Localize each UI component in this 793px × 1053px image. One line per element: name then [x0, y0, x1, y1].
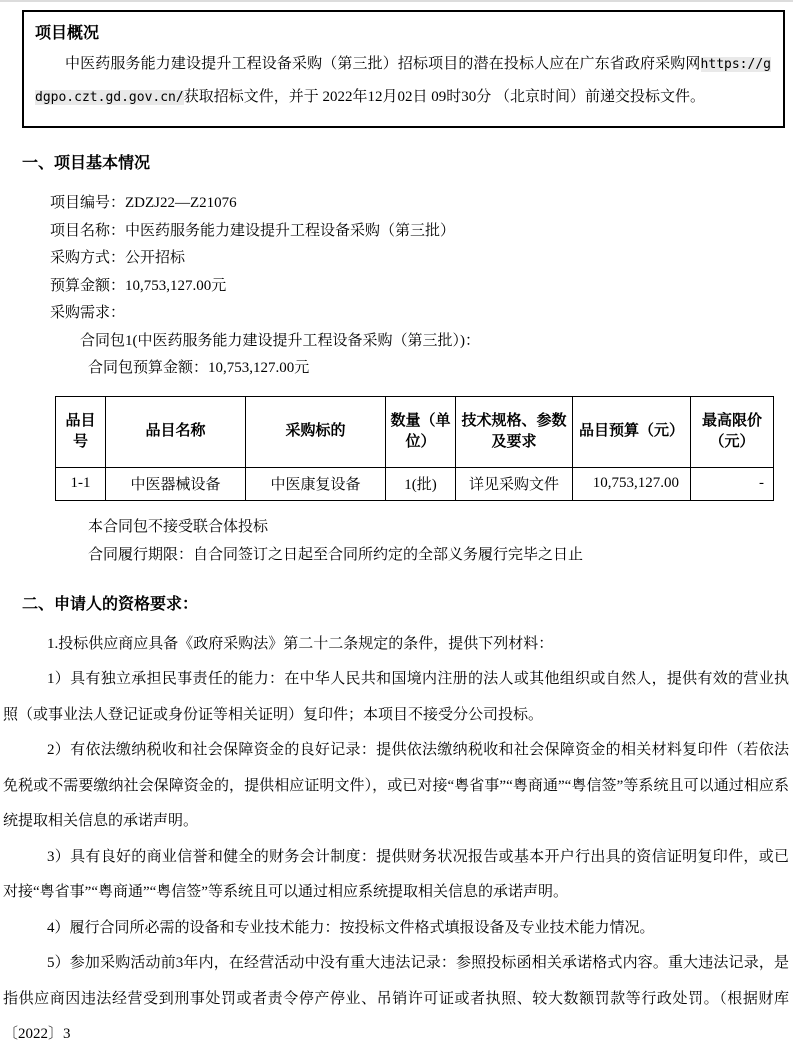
requirement-2: 2）有依法缴纳税收和社会保障资金的良好记录：提供依法缴纳税收和社会保障资金的相关材料复印件（若依法免税或不需要缴纳社会保障资金的，提供相应证明文件），或已对接“粤省事”“粤商通”“粤信签”等系统且可以通过相应系统提取相关信息的承诺声明。 [3, 742, 789, 829]
table-header-row [56, 396, 774, 467]
requirement-5: 5）参加采购活动前3年内，在经营活动中没有重大违法记录：参照投标函相关承诺格式内容。重大违法记录，是指供应商因违法经营受到刑事处罚或者责令停产停业、吊销许可证或者执照、较大数额罚款等行政处罚。（根据财库〔2022〕3 [3, 955, 789, 1042]
header-tech-specs: 技术规格、参数及要求 [456, 396, 573, 467]
requirement-3: 3）具有良好的商业信誉和健全的财务会计制度：提供财务状况报告或基本开户行出具的资信证明复印件，或已对接“粤省事”“粤商通”“粤信签”等系统且可以通过相应系统提取相关信息的承诺声明。 [3, 848, 789, 900]
section-1-heading: 一、项目基本情况 [22, 155, 151, 172]
project-overview-box [22, 10, 785, 128]
page-top-divider [0, 0, 793, 2]
cell-subject-matter: 中医康复设备 [246, 467, 386, 500]
cell-item-number: 1-1 [56, 467, 106, 500]
project-basic-info [0, 190, 793, 383]
contract-package-line: 合同包1(中医药服务能力建设提升工程设备采购（第三批）)： [80, 332, 480, 349]
cell-quantity-unit: 1(批) [386, 467, 456, 500]
procurement-demand-label: 采购需求： [50, 305, 126, 321]
budget-amount-line: 预算金额：10,753,127.00元 [50, 277, 227, 294]
contract-period-line: 合同履行期限：自合同签订之日起至合同所约定的全部义务履行完毕之日止 [88, 546, 584, 563]
procurement-website-url: https://gdgpo.czt.gd.gov.cn/ [35, 57, 771, 105]
overview-title: 项目概况 [35, 25, 100, 42]
cell-price-ceiling: - [691, 467, 774, 500]
table-row [56, 467, 774, 500]
cell-item-budget: 10,753,127.00 [573, 467, 691, 500]
header-item-number: 品目号 [56, 396, 106, 467]
procurement-method-line: 采购方式：公开招标 [50, 250, 186, 266]
requirement-intro: 1.投标供应商应具备《政府采购法》第二十二条规定的条件，提供下列材料： [47, 635, 554, 652]
cell-item-name: 中医器械设备 [106, 467, 246, 500]
qualification-requirements [3, 627, 789, 1053]
project-number-line: 项目编号：ZDZJ22—Z21076 [50, 195, 237, 211]
no-consortium-note: 本合同包不接受联合体投标 [88, 518, 269, 535]
header-item-budget: 品目预算（元） [573, 396, 691, 467]
overview-text-lead: 中医药服务能力建设提升工程设备采购（第三批）招标项目的潜在投标人应在广东省政府采购网 [65, 56, 701, 72]
requirement-4: 4）履行合同所必需的设备和专业技术能力：按投标文件格式填报设备及专业技术能力情况。 [47, 919, 655, 936]
overview-text-tail: 获取招标文件，并于 2022年12月02日 09时30分 （北京时间）前递交投标文件。 [183, 89, 705, 105]
package-budget-line: 合同包预算金额：10,753,127.00元 [88, 360, 310, 376]
project-name-line: 项目名称：中医药服务能力建设提升工程设备采购（第三批） [50, 222, 456, 239]
overview-paragraph [35, 48, 771, 114]
procurement-items-table [55, 396, 774, 501]
header-price-ceiling: 最高限价（元） [691, 396, 774, 467]
requirement-1: 1）具有独立承担民事责任的能力：在中华人民共和国境内注册的法人或其他组织或自然人，提供有效的营业执照（或事业法人登记证或身份证等相关证明）复印件；本项目不接受分公司投标。 [3, 671, 789, 723]
contract-notes [0, 513, 793, 569]
cell-tech-specs: 详见采购文件 [456, 467, 573, 500]
header-quantity-unit: 数量（单位） [386, 396, 456, 467]
header-item-name: 品目名称 [106, 396, 246, 467]
header-subject-matter: 采购标的 [246, 396, 386, 467]
section-2-heading: 二、申请人的资格要求： [22, 595, 199, 613]
